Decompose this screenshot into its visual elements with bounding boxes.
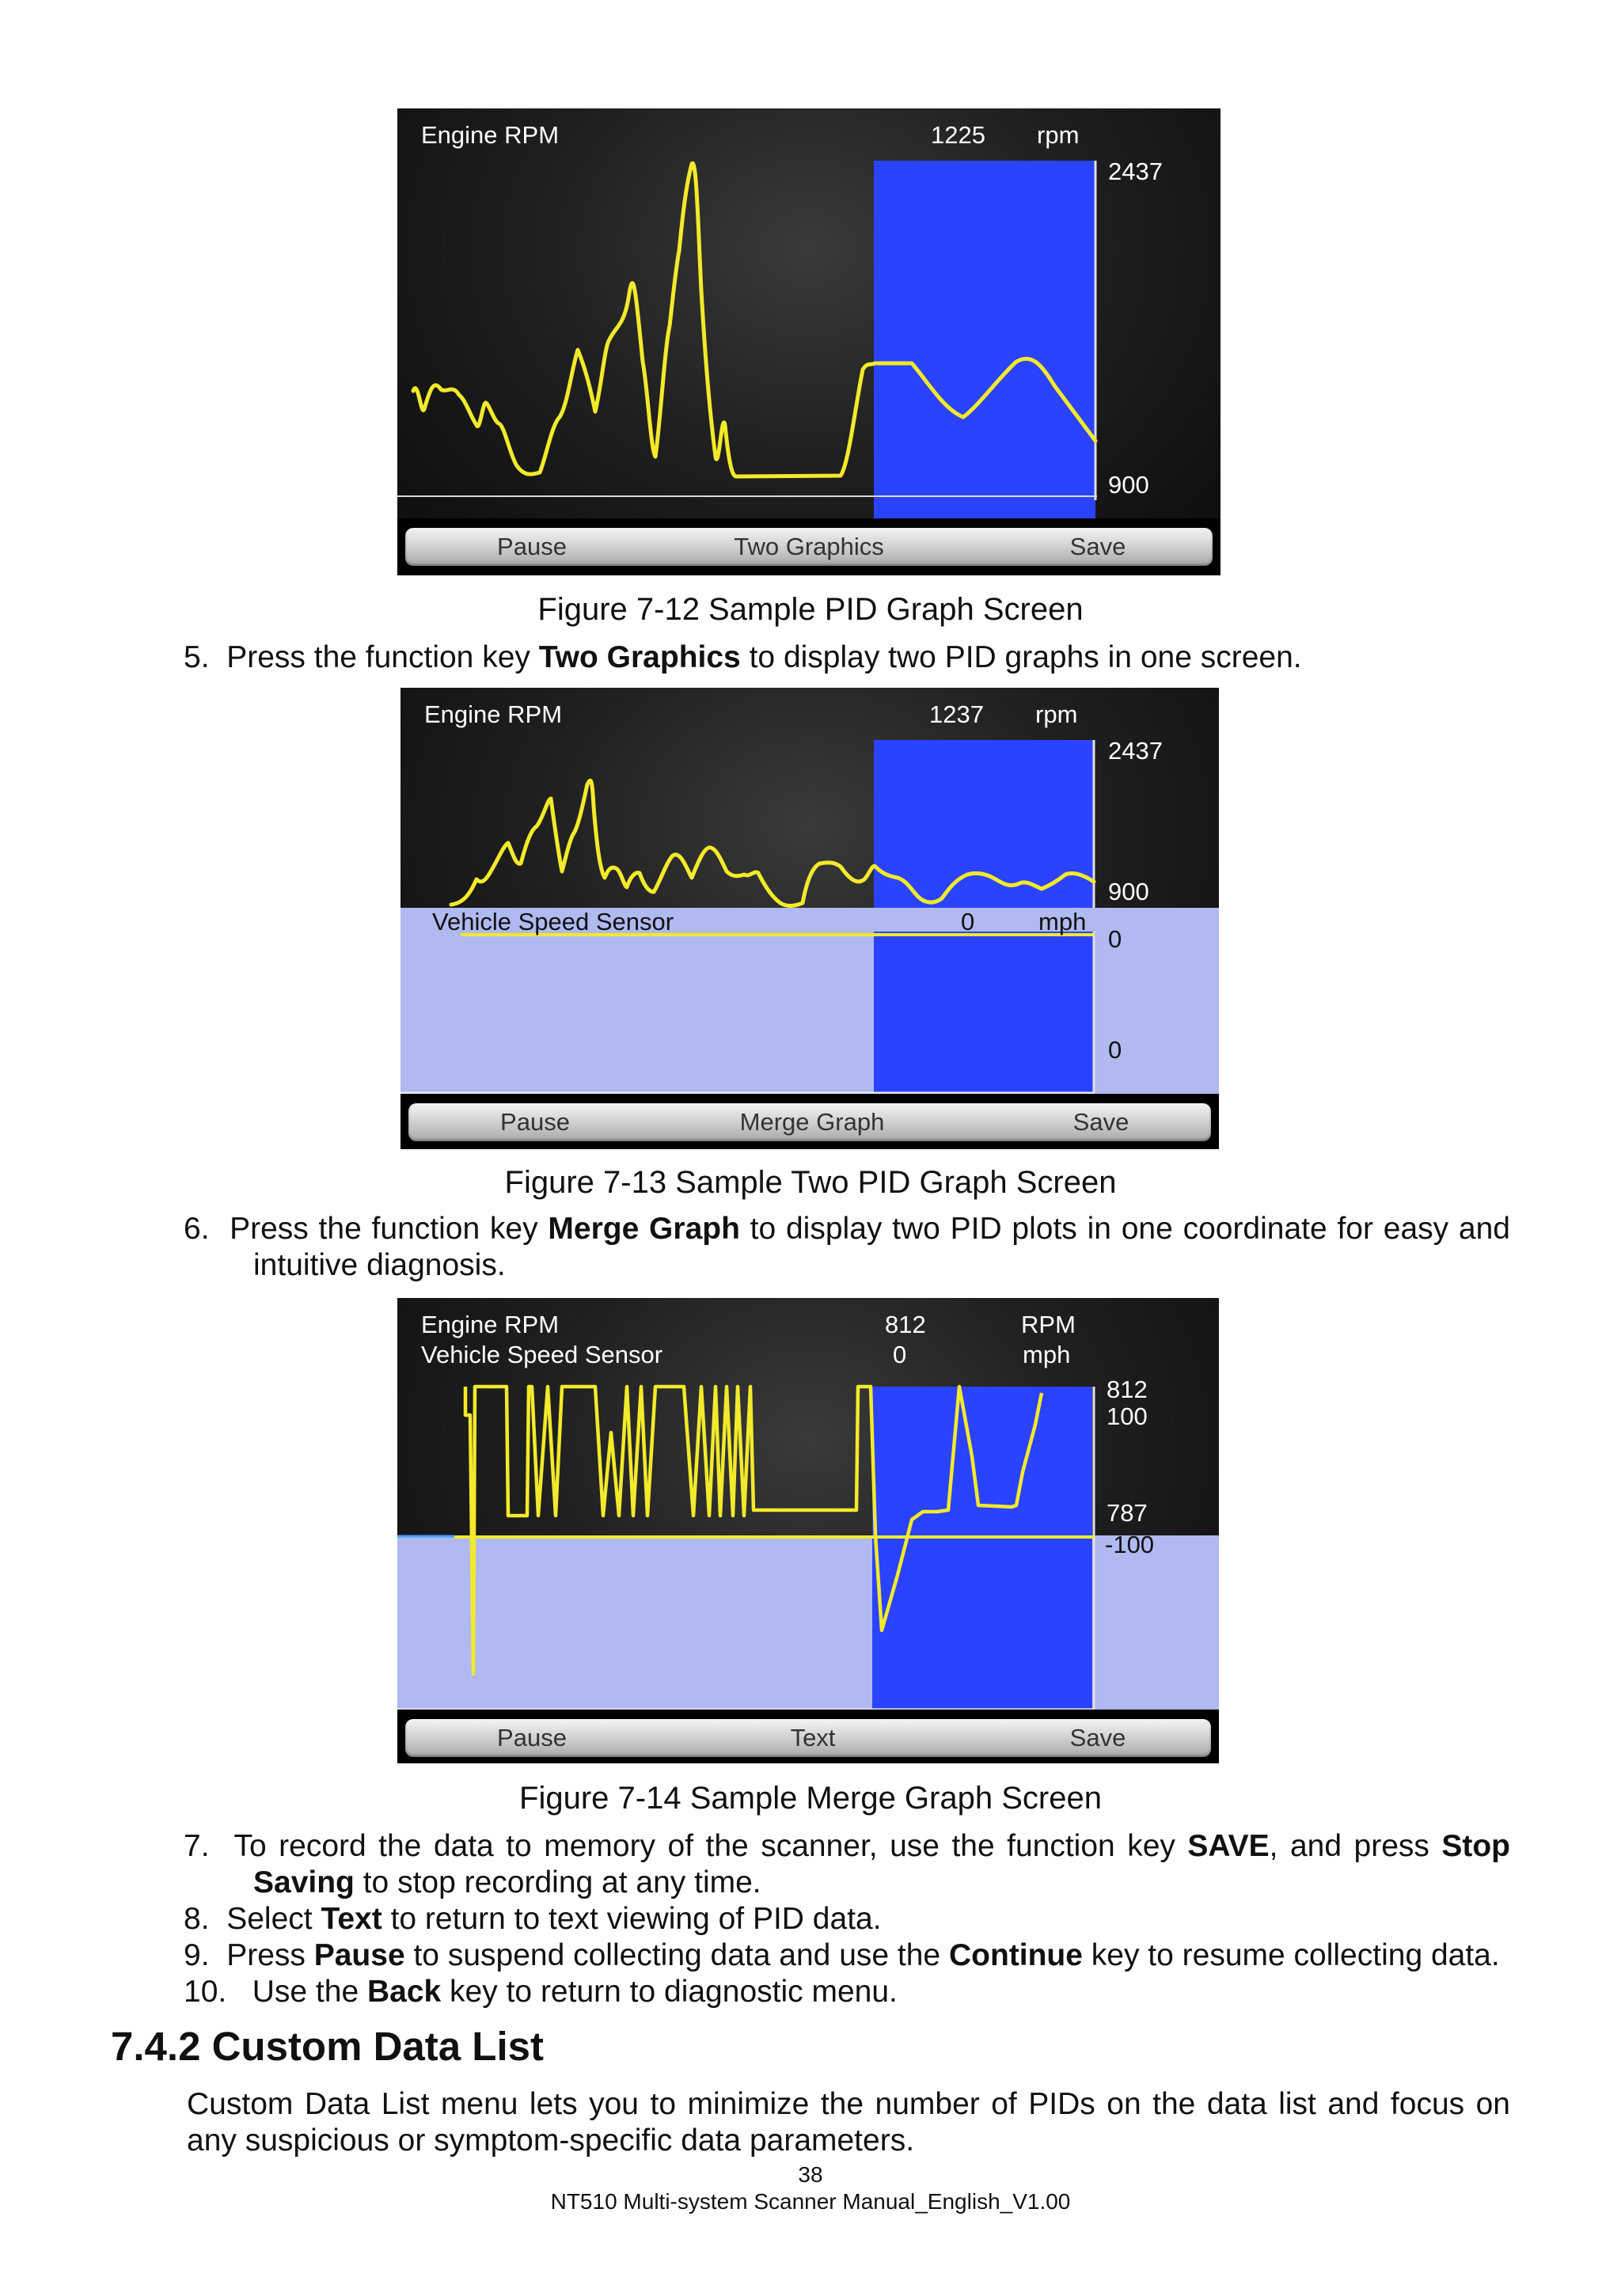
top-scale-max: 2437 xyxy=(1108,737,1163,765)
step-8 xyxy=(184,1901,882,1937)
pid-1-scale-max: 812 xyxy=(1107,1376,1148,1403)
section-heading: 7.4.2 Custom Data List xyxy=(111,2024,544,2069)
step-6-text-post: to display two PID plots in one coordinate for easy and xyxy=(739,1212,1510,1246)
graph-window-highlight xyxy=(874,161,1095,575)
bottom-pid-title: Vehicle Speed Sensor xyxy=(432,908,674,935)
function-key-bar xyxy=(397,1710,1219,1763)
step-7-key-stop: Stop xyxy=(1441,1829,1511,1863)
pid-2-title: Vehicle Speed Sensor xyxy=(421,1341,663,1368)
bottom-pid-unit: mph xyxy=(1038,908,1087,935)
step-9-key-pause: Pause xyxy=(313,1938,405,1972)
step-5-number: 5. xyxy=(184,640,210,674)
engine-rpm-graph xyxy=(397,108,1220,575)
bottom-pid-value: 0 xyxy=(961,908,975,935)
step-7-text-pre: To record the data to memory of the scanner, use the function key xyxy=(233,1829,1188,1863)
section-paragraph-line-2: any suspicious or symptom-specific data parameters. xyxy=(187,2123,915,2157)
save-button[interactable]: Save xyxy=(1072,1108,1129,1136)
save-button[interactable]: Save xyxy=(1069,1724,1126,1751)
step-9-text-post: key to resume collecting data. xyxy=(1082,1938,1500,1972)
step-5-text-post: to display two PID graphs in one screen. xyxy=(740,640,1302,674)
step-10-text-pre: Use the xyxy=(252,1975,367,2009)
figure-7-13-screen xyxy=(401,688,1219,1149)
step-6-key: Merge Graph xyxy=(548,1212,740,1246)
pid-value: 1225 xyxy=(931,121,985,149)
pid-2-value: 0 xyxy=(893,1341,907,1368)
figure-7-13-caption: Figure 7-13 Sample Two PID Graph Screen xyxy=(504,1165,1117,1200)
top-scale-min: 900 xyxy=(1108,878,1149,905)
step-10-text-post: key to return to diagnostic menu. xyxy=(441,1975,898,2009)
scale-max-label: 2437 xyxy=(1108,157,1163,185)
step-9 xyxy=(184,1937,1500,1974)
step-5-text-pre: Press the function key xyxy=(226,640,539,674)
top-pid-value: 1237 xyxy=(929,700,984,728)
pid-unit: rpm xyxy=(1037,121,1080,149)
two-graphics-button[interactable]: Two Graphics xyxy=(734,533,884,560)
section-paragraph-line-1: Custom Data List menu lets you to minimize the number of PIDs on the data list and focus on xyxy=(187,2087,1510,2121)
pid-2-scale-max: 100 xyxy=(1107,1402,1148,1430)
step-5 xyxy=(184,639,1302,676)
pid-title: Engine RPM xyxy=(421,121,560,149)
step-7-key-save: SAVE xyxy=(1187,1829,1270,1863)
step-7-line-1 xyxy=(184,1828,1510,1865)
step-10-number: 10. xyxy=(184,1975,227,2009)
step-5-key: Two Graphics xyxy=(538,640,741,674)
step-9-key-continue: Continue xyxy=(948,1938,1083,1972)
save-button[interactable]: Save xyxy=(1069,533,1126,560)
step-10 xyxy=(184,1974,898,2010)
step-7-number: 7. xyxy=(184,1829,210,1863)
step-6-line-1 xyxy=(184,1211,1510,1247)
step-8-number: 8. xyxy=(184,1902,210,1936)
step-6-line-2: intuitive diagnosis. xyxy=(253,1248,506,1282)
scale-min-label: 900 xyxy=(1108,471,1149,499)
step-6-number: 6. xyxy=(184,1212,210,1246)
step-8-key: Text xyxy=(321,1902,382,1936)
text-button[interactable]: Text xyxy=(790,1724,836,1751)
step-6-text-pre: Press the function key xyxy=(230,1212,549,1246)
step-9-number: 9. xyxy=(184,1938,210,1972)
function-key-bar xyxy=(401,1094,1219,1149)
step-7-text-mid: , and press xyxy=(1269,1829,1442,1863)
step-9-text-pre: Press xyxy=(226,1938,314,1972)
step-7-text-post: to stop recording at any time. xyxy=(354,1865,761,1899)
step-8-text-post: to return to text viewing of PID data. xyxy=(382,1902,882,1936)
step-10-key: Back xyxy=(366,1975,442,2009)
pause-button[interactable]: Pause xyxy=(497,1724,567,1751)
lower-window-highlight xyxy=(874,932,1094,1095)
top-pid-title: Engine RPM xyxy=(424,700,563,728)
pid-1-value: 812 xyxy=(885,1311,926,1338)
pid-2-scale-min: -100 xyxy=(1105,1531,1155,1558)
lower-graph-panel xyxy=(397,1535,1219,1710)
figure-7-14-screen xyxy=(397,1298,1219,1763)
figure-7-12-caption: Figure 7-12 Sample PID Graph Screen xyxy=(537,592,1084,627)
pid-1-title: Engine RPM xyxy=(421,1311,560,1338)
page-number: 38 xyxy=(798,2162,823,2187)
step-9-text-mid: to suspend collecting data and use the xyxy=(404,1938,949,1972)
bottom-scale-min: 0 xyxy=(1108,1036,1122,1064)
function-key-strip xyxy=(408,1103,1211,1141)
step-8-text-pre: Select xyxy=(226,1902,321,1936)
pid-1-scale-min: 787 xyxy=(1107,1499,1148,1527)
pid-2-unit: mph xyxy=(1023,1341,1071,1368)
pid-1-unit: RPM xyxy=(1021,1311,1076,1338)
manual-title: NT510 Multi-system Scanner Manual_English_V1.00 xyxy=(550,2189,1071,2214)
merge-graph-button[interactable]: Merge Graph xyxy=(739,1108,885,1136)
step-7-key-saving: Saving xyxy=(253,1865,355,1899)
pause-button[interactable]: Pause xyxy=(497,533,567,560)
bottom-scale-max: 0 xyxy=(1108,925,1122,953)
function-key-bar xyxy=(397,518,1220,575)
function-key-strip xyxy=(405,528,1213,566)
pause-button[interactable]: Pause xyxy=(500,1108,570,1136)
function-key-strip xyxy=(405,1719,1211,1757)
step-7-line-2 xyxy=(253,1865,761,1901)
top-pid-unit: rpm xyxy=(1035,700,1078,728)
figure-7-14-caption: Figure 7-14 Sample Merge Graph Screen xyxy=(519,1781,1102,1816)
figure-7-12-screen xyxy=(397,108,1220,575)
